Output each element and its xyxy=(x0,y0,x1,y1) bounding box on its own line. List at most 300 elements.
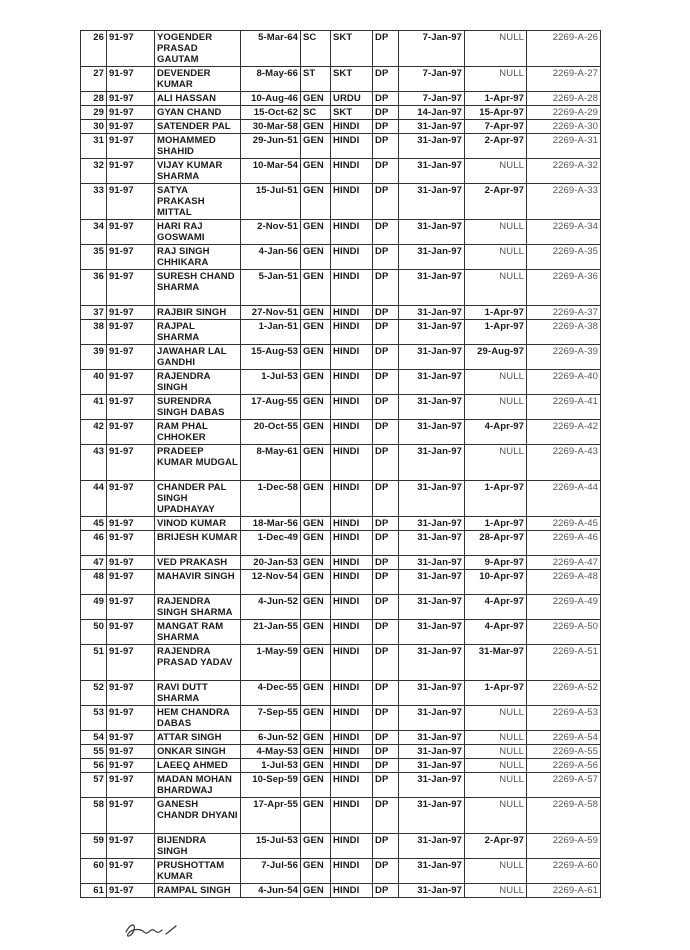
subject-cell: HINDI xyxy=(331,731,373,745)
name-cell: GYAN CHAND xyxy=(155,106,241,120)
subject-cell: HINDI xyxy=(331,645,373,681)
appointment-date-cell: 31-Jan-97 xyxy=(399,445,465,481)
name-cell: GANESH CHANDR DHYANI xyxy=(155,798,241,834)
code-cell: 2269-A-40 xyxy=(527,370,601,395)
year-cell: 91-97 xyxy=(107,773,155,798)
year-cell: 91-97 xyxy=(107,745,155,759)
year-cell: 91-97 xyxy=(107,420,155,445)
dob-cell: 8-May-66 xyxy=(241,67,301,92)
subject-cell: HINDI xyxy=(331,120,373,134)
table-row xyxy=(81,481,601,517)
appointment-date-cell: 31-Jan-97 xyxy=(399,245,465,270)
serial-number-cell: 35 xyxy=(81,245,107,270)
dob-cell: 5-Mar-64 xyxy=(241,31,301,67)
post-cell: DP xyxy=(373,120,399,134)
serial-number-cell: 45 xyxy=(81,517,107,531)
code-cell: 2269-A-51 xyxy=(527,645,601,681)
dob-cell: 4-Jun-54 xyxy=(241,884,301,898)
appointment-date-cell: 14-Jan-97 xyxy=(399,106,465,120)
confirmation-date-cell: NULL xyxy=(465,706,527,731)
post-cell: DP xyxy=(373,106,399,120)
name-cell: RAJ SINGH CHHIKARA xyxy=(155,245,241,270)
subject-cell: HINDI xyxy=(331,320,373,345)
name-cell: MAHAVIR SINGH xyxy=(155,570,241,595)
code-cell: 2269-A-52 xyxy=(527,681,601,706)
serial-number-cell: 57 xyxy=(81,773,107,798)
year-cell: 91-97 xyxy=(107,531,155,556)
appointment-date-cell: 31-Jan-97 xyxy=(399,595,465,620)
category-cell: GEN xyxy=(301,531,331,556)
confirmation-date-cell: NULL xyxy=(465,31,527,67)
code-cell: 2269-A-48 xyxy=(527,570,601,595)
dob-cell: 1-Jan-51 xyxy=(241,320,301,345)
name-cell: VED PRAKASH xyxy=(155,556,241,570)
serial-number-cell: 54 xyxy=(81,731,107,745)
subject-cell: HINDI xyxy=(331,620,373,645)
name-cell: MANGAT RAM SHARMA xyxy=(155,620,241,645)
year-cell: 91-97 xyxy=(107,706,155,731)
year-cell: 91-97 xyxy=(107,834,155,859)
code-cell: 2269-A-39 xyxy=(527,345,601,370)
subject-cell: HINDI xyxy=(331,245,373,270)
year-cell: 91-97 xyxy=(107,620,155,645)
table-row xyxy=(81,31,601,67)
category-cell: GEN xyxy=(301,320,331,345)
category-cell: GEN xyxy=(301,556,331,570)
confirmation-date-cell: 1-Apr-97 xyxy=(465,320,527,345)
subject-cell: HINDI xyxy=(331,773,373,798)
serial-number-cell: 27 xyxy=(81,67,107,92)
appointment-date-cell: 31-Jan-97 xyxy=(399,706,465,731)
code-cell: 2269-A-35 xyxy=(527,245,601,270)
serial-number-cell: 48 xyxy=(81,570,107,595)
confirmation-date-cell: NULL xyxy=(465,745,527,759)
subject-cell: HINDI xyxy=(331,859,373,884)
table-row xyxy=(81,345,601,370)
serial-number-cell: 50 xyxy=(81,620,107,645)
table-row xyxy=(81,67,601,92)
serial-number-cell: 52 xyxy=(81,681,107,706)
dob-cell: 17-Aug-55 xyxy=(241,395,301,420)
year-cell: 91-97 xyxy=(107,245,155,270)
table-row xyxy=(81,220,601,245)
subject-cell: SKT xyxy=(331,67,373,92)
appointment-date-cell: 31-Jan-97 xyxy=(399,681,465,706)
dob-cell: 21-Jan-55 xyxy=(241,620,301,645)
code-cell: 2269-A-57 xyxy=(527,773,601,798)
table-row xyxy=(81,420,601,445)
table-row xyxy=(81,884,601,898)
year-cell: 91-97 xyxy=(107,517,155,531)
appointment-date-cell: 31-Jan-97 xyxy=(399,270,465,306)
category-cell: GEN xyxy=(301,859,331,884)
table-row xyxy=(81,859,601,884)
table-row xyxy=(81,759,601,773)
appointment-date-cell: 31-Jan-97 xyxy=(399,306,465,320)
name-cell: LAEEQ AHMED xyxy=(155,759,241,773)
confirmation-date-cell: 1-Apr-97 xyxy=(465,481,527,517)
year-cell: 91-97 xyxy=(107,106,155,120)
subject-cell: HINDI xyxy=(331,595,373,620)
serial-number-cell: 43 xyxy=(81,445,107,481)
category-cell: GEN xyxy=(301,595,331,620)
confirmation-date-cell: 2-Apr-97 xyxy=(465,834,527,859)
post-cell: DP xyxy=(373,731,399,745)
confirmation-date-cell: NULL xyxy=(465,270,527,306)
name-cell: HEM CHANDRA DABAS xyxy=(155,706,241,731)
name-cell: PRADEEP KUMAR MUDGAL xyxy=(155,445,241,481)
serial-number-cell: 61 xyxy=(81,884,107,898)
post-cell: DP xyxy=(373,420,399,445)
post-cell: DP xyxy=(373,517,399,531)
name-cell: VINOD KUMAR xyxy=(155,517,241,531)
table-row xyxy=(81,681,601,706)
code-cell: 2269-A-42 xyxy=(527,420,601,445)
category-cell: GEN xyxy=(301,370,331,395)
year-cell: 91-97 xyxy=(107,159,155,184)
table-row xyxy=(81,134,601,159)
dob-cell: 4-Jun-52 xyxy=(241,595,301,620)
post-cell: DP xyxy=(373,67,399,92)
table-row xyxy=(81,773,601,798)
post-cell: DP xyxy=(373,92,399,106)
subject-cell: HINDI xyxy=(331,759,373,773)
name-cell: SATENDER PAL xyxy=(155,120,241,134)
year-cell: 91-97 xyxy=(107,92,155,106)
subject-cell: HINDI xyxy=(331,517,373,531)
confirmation-date-cell: 2-Apr-97 xyxy=(465,184,527,220)
serial-number-cell: 55 xyxy=(81,745,107,759)
confirmation-date-cell: 2-Apr-97 xyxy=(465,134,527,159)
category-cell: GEN xyxy=(301,517,331,531)
serial-number-cell: 44 xyxy=(81,481,107,517)
category-cell: GEN xyxy=(301,270,331,306)
post-cell: DP xyxy=(373,681,399,706)
confirmation-date-cell: NULL xyxy=(465,370,527,395)
post-cell: DP xyxy=(373,184,399,220)
year-cell: 91-97 xyxy=(107,184,155,220)
subject-cell: URDU xyxy=(331,92,373,106)
subject-cell: HINDI xyxy=(331,306,373,320)
appointment-date-cell: 31-Jan-97 xyxy=(399,517,465,531)
category-cell: GEN xyxy=(301,759,331,773)
confirmation-date-cell: 4-Apr-97 xyxy=(465,595,527,620)
year-cell: 91-97 xyxy=(107,120,155,134)
name-cell: RAJENDRA SINGH SHARMA xyxy=(155,595,241,620)
name-cell: RAJPAL SHARMA xyxy=(155,320,241,345)
subject-cell: HINDI xyxy=(331,834,373,859)
serial-number-cell: 31 xyxy=(81,134,107,159)
dob-cell: 20-Jan-53 xyxy=(241,556,301,570)
confirmation-date-cell: NULL xyxy=(465,67,527,92)
year-cell: 91-97 xyxy=(107,67,155,92)
category-cell: GEN xyxy=(301,706,331,731)
serial-number-cell: 41 xyxy=(81,395,107,420)
dob-cell: 7-Jul-56 xyxy=(241,859,301,884)
code-cell: 2269-A-55 xyxy=(527,745,601,759)
post-cell: DP xyxy=(373,859,399,884)
name-cell: RAJBIR SINGH xyxy=(155,306,241,320)
post-cell: DP xyxy=(373,159,399,184)
code-cell: 2269-A-47 xyxy=(527,556,601,570)
table-row xyxy=(81,556,601,570)
confirmation-date-cell: NULL xyxy=(465,159,527,184)
appointment-date-cell: 31-Jan-97 xyxy=(399,345,465,370)
table-row xyxy=(81,395,601,420)
code-cell: 2269-A-50 xyxy=(527,620,601,645)
subject-cell: HINDI xyxy=(331,445,373,481)
subject-cell: HINDI xyxy=(331,134,373,159)
code-cell: 2269-A-46 xyxy=(527,531,601,556)
confirmation-date-cell: NULL xyxy=(465,759,527,773)
appointment-date-cell: 7-Jan-97 xyxy=(399,92,465,106)
serial-number-cell: 59 xyxy=(81,834,107,859)
subject-cell: HINDI xyxy=(331,395,373,420)
category-cell: ST xyxy=(301,67,331,92)
table-row xyxy=(81,620,601,645)
category-cell: GEN xyxy=(301,120,331,134)
serial-number-cell: 60 xyxy=(81,859,107,884)
name-cell: ONKAR SINGH xyxy=(155,745,241,759)
category-cell: GEN xyxy=(301,134,331,159)
name-cell: JAWAHAR LAL GANDHI xyxy=(155,345,241,370)
category-cell: GEN xyxy=(301,306,331,320)
appointment-date-cell: 31-Jan-97 xyxy=(399,120,465,134)
year-cell: 91-97 xyxy=(107,134,155,159)
appointment-date-cell: 31-Jan-97 xyxy=(399,570,465,595)
dob-cell: 30-Mar-58 xyxy=(241,120,301,134)
subject-cell: HINDI xyxy=(331,531,373,556)
subject-cell: HINDI xyxy=(331,556,373,570)
category-cell: GEN xyxy=(301,773,331,798)
signature-mark xyxy=(122,918,182,944)
serial-number-cell: 33 xyxy=(81,184,107,220)
serial-number-cell: 51 xyxy=(81,645,107,681)
dob-cell: 1-Dec-49 xyxy=(241,531,301,556)
serial-number-cell: 58 xyxy=(81,798,107,834)
year-cell: 91-97 xyxy=(107,595,155,620)
name-cell: DEVENDER KUMAR xyxy=(155,67,241,92)
category-cell: GEN xyxy=(301,570,331,595)
name-cell: ALI HASSAN xyxy=(155,92,241,106)
serial-number-cell: 34 xyxy=(81,220,107,245)
category-cell: GEN xyxy=(301,645,331,681)
records-table xyxy=(80,30,601,898)
table-row xyxy=(81,120,601,134)
post-cell: DP xyxy=(373,370,399,395)
dob-cell: 15-Aug-53 xyxy=(241,345,301,370)
year-cell: 91-97 xyxy=(107,798,155,834)
table-row xyxy=(81,270,601,306)
table-row xyxy=(81,320,601,345)
table-row xyxy=(81,106,601,120)
category-cell: GEN xyxy=(301,834,331,859)
post-cell: DP xyxy=(373,745,399,759)
category-cell: GEN xyxy=(301,395,331,420)
appointment-date-cell: 31-Jan-97 xyxy=(399,134,465,159)
category-cell: GEN xyxy=(301,884,331,898)
dob-cell: 12-Nov-54 xyxy=(241,570,301,595)
name-cell: HARI RAJ GOSWAMI xyxy=(155,220,241,245)
subject-cell: HINDI xyxy=(331,370,373,395)
subject-cell: HINDI xyxy=(331,570,373,595)
post-cell: DP xyxy=(373,531,399,556)
dob-cell: 15-Oct-62 xyxy=(241,106,301,120)
category-cell: GEN xyxy=(301,481,331,517)
post-cell: DP xyxy=(373,445,399,481)
table-row xyxy=(81,159,601,184)
confirmation-date-cell: NULL xyxy=(465,798,527,834)
table-row xyxy=(81,370,601,395)
code-cell: 2269-A-49 xyxy=(527,595,601,620)
confirmation-date-cell: 31-Mar-97 xyxy=(465,645,527,681)
name-cell: SURESH CHAND SHARMA xyxy=(155,270,241,306)
code-cell: 2269-A-53 xyxy=(527,706,601,731)
category-cell: GEN xyxy=(301,745,331,759)
dob-cell: 15-Jul-53 xyxy=(241,834,301,859)
year-cell: 91-97 xyxy=(107,884,155,898)
name-cell: ATTAR SINGH xyxy=(155,731,241,745)
confirmation-date-cell: 10-Apr-97 xyxy=(465,570,527,595)
confirmation-date-cell: 29-Aug-97 xyxy=(465,345,527,370)
subject-cell: HINDI xyxy=(331,270,373,306)
dob-cell: 10-Aug-46 xyxy=(241,92,301,106)
post-cell: DP xyxy=(373,220,399,245)
category-cell: SC xyxy=(301,106,331,120)
name-cell: VIJAY KUMAR SHARMA xyxy=(155,159,241,184)
subject-cell: HINDI xyxy=(331,884,373,898)
confirmation-date-cell: NULL xyxy=(465,884,527,898)
appointment-date-cell: 31-Jan-97 xyxy=(399,773,465,798)
category-cell: GEN xyxy=(301,445,331,481)
confirmation-date-cell: 1-Apr-97 xyxy=(465,517,527,531)
dob-cell: 18-Mar-56 xyxy=(241,517,301,531)
table-row xyxy=(81,834,601,859)
dob-cell: 20-Oct-55 xyxy=(241,420,301,445)
year-cell: 91-97 xyxy=(107,759,155,773)
appointment-date-cell: 7-Jan-97 xyxy=(399,67,465,92)
name-cell: RAVI DUTT SHARMA xyxy=(155,681,241,706)
confirmation-date-cell: 28-Apr-97 xyxy=(465,531,527,556)
code-cell: 2269-A-44 xyxy=(527,481,601,517)
code-cell: 2269-A-54 xyxy=(527,731,601,745)
serial-number-cell: 40 xyxy=(81,370,107,395)
appointment-date-cell: 31-Jan-97 xyxy=(399,620,465,645)
dob-cell: 1-Dec-58 xyxy=(241,481,301,517)
dob-cell: 2-Nov-51 xyxy=(241,220,301,245)
code-cell: 2269-A-61 xyxy=(527,884,601,898)
dob-cell: 27-Nov-51 xyxy=(241,306,301,320)
year-cell: 91-97 xyxy=(107,681,155,706)
dob-cell: 15-Jul-51 xyxy=(241,184,301,220)
table-row xyxy=(81,445,601,481)
subject-cell: HINDI xyxy=(331,798,373,834)
post-cell: DP xyxy=(373,798,399,834)
dob-cell: 4-Dec-55 xyxy=(241,681,301,706)
serial-number-cell: 47 xyxy=(81,556,107,570)
category-cell: GEN xyxy=(301,245,331,270)
code-cell: 2269-A-33 xyxy=(527,184,601,220)
dob-cell: 6-Jun-52 xyxy=(241,731,301,745)
confirmation-date-cell: 1-Apr-97 xyxy=(465,306,527,320)
serial-number-cell: 38 xyxy=(81,320,107,345)
confirmation-date-cell: NULL xyxy=(465,245,527,270)
category-cell: GEN xyxy=(301,345,331,370)
dob-cell: 8-May-61 xyxy=(241,445,301,481)
category-cell: GEN xyxy=(301,159,331,184)
appointment-date-cell: 7-Jan-97 xyxy=(399,31,465,67)
post-cell: DP xyxy=(373,134,399,159)
year-cell: 91-97 xyxy=(107,859,155,884)
code-cell: 2269-A-27 xyxy=(527,67,601,92)
table-row xyxy=(81,595,601,620)
code-cell: 2269-A-28 xyxy=(527,92,601,106)
name-cell: BRIJESH KUMAR xyxy=(155,531,241,556)
appointment-date-cell: 31-Jan-97 xyxy=(399,531,465,556)
dob-cell: 17-Apr-55 xyxy=(241,798,301,834)
confirmation-date-cell: 7-Apr-97 xyxy=(465,120,527,134)
serial-number-cell: 53 xyxy=(81,706,107,731)
post-cell: DP xyxy=(373,570,399,595)
serial-number-cell: 46 xyxy=(81,531,107,556)
year-cell: 91-97 xyxy=(107,645,155,681)
category-cell: GEN xyxy=(301,420,331,445)
year-cell: 91-97 xyxy=(107,220,155,245)
year-cell: 91-97 xyxy=(107,370,155,395)
serial-number-cell: 39 xyxy=(81,345,107,370)
year-cell: 91-97 xyxy=(107,270,155,306)
name-cell: SURENDRA SINGH DABAS xyxy=(155,395,241,420)
post-cell: DP xyxy=(373,884,399,898)
post-cell: DP xyxy=(373,306,399,320)
name-cell: RAMPAL SINGH xyxy=(155,884,241,898)
code-cell: 2269-A-30 xyxy=(527,120,601,134)
table-row xyxy=(81,245,601,270)
name-cell: PRUSHOTTAM KUMAR xyxy=(155,859,241,884)
appointment-date-cell: 31-Jan-97 xyxy=(399,320,465,345)
category-cell: GEN xyxy=(301,731,331,745)
post-cell: DP xyxy=(373,556,399,570)
code-cell: 2269-A-37 xyxy=(527,306,601,320)
subject-cell: HINDI xyxy=(331,345,373,370)
dob-cell: 7-Sep-55 xyxy=(241,706,301,731)
code-cell: 2269-A-60 xyxy=(527,859,601,884)
subject-cell: HINDI xyxy=(331,184,373,220)
code-cell: 2269-A-43 xyxy=(527,445,601,481)
appointment-date-cell: 31-Jan-97 xyxy=(399,745,465,759)
name-cell: RAJENDRA SINGH xyxy=(155,370,241,395)
table-body xyxy=(81,31,601,898)
subject-cell: SKT xyxy=(331,106,373,120)
name-cell: SATYA PRAKASH MITTAL xyxy=(155,184,241,220)
code-cell: 2269-A-34 xyxy=(527,220,601,245)
confirmation-date-cell: NULL xyxy=(465,773,527,798)
table-row xyxy=(81,531,601,556)
post-cell: DP xyxy=(373,645,399,681)
post-cell: DP xyxy=(373,706,399,731)
name-cell: MADAN MOHAN BHARDWAJ xyxy=(155,773,241,798)
serial-number-cell: 32 xyxy=(81,159,107,184)
serial-number-cell: 26 xyxy=(81,31,107,67)
category-cell: GEN xyxy=(301,92,331,106)
category-cell: GEN xyxy=(301,681,331,706)
confirmation-date-cell: 4-Apr-97 xyxy=(465,620,527,645)
post-cell: DP xyxy=(373,481,399,517)
appointment-date-cell: 31-Jan-97 xyxy=(399,731,465,745)
appointment-date-cell: 31-Jan-97 xyxy=(399,884,465,898)
code-cell: 2269-A-41 xyxy=(527,395,601,420)
category-cell: SC xyxy=(301,31,331,67)
